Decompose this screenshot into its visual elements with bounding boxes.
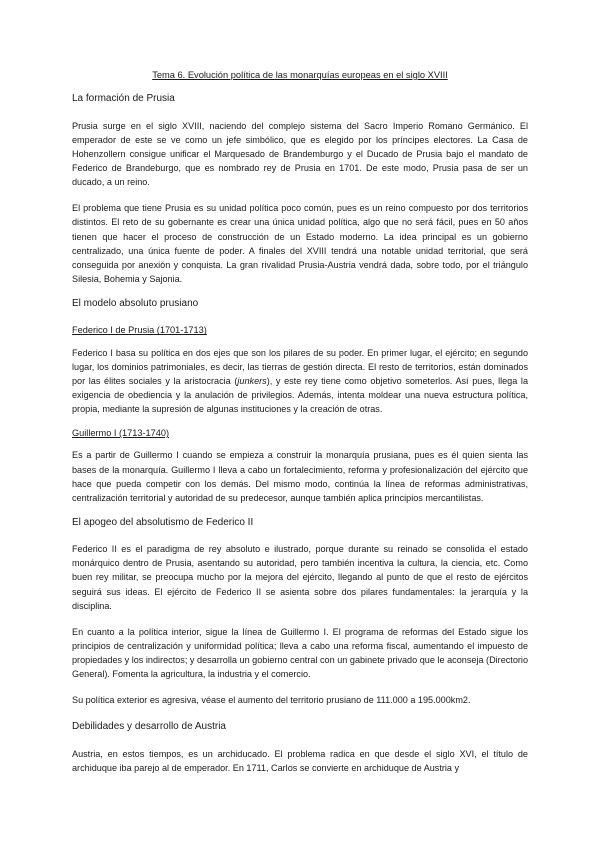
subheading-guillermo-i: Guillermo I (1713-1740) bbox=[72, 428, 170, 439]
section-heading-modelo: El modelo absoluto prusiano bbox=[72, 297, 199, 309]
paragraph-text: Federico I basa su política en dos ejes que son los pilares de su poder. En primer lugar, el ejército; en segundo lugar, los dominios patrimoniales, es decir, las tierras de gestión directa. El resto de territorios, están dominados por las élites sociales y la aristocracia ( bbox=[72, 347, 528, 386]
paragraph: Federico II es el paradigma de rey absoluto e ilustrado, porque durante su reinado se consolida el estado monárquico dentro de Prusia, asentando su autoridad, pero también incentiva la cultura, la ciencia, etc. Como buen rey militar, se preocupa mucho por la mejora del ejército, llegando al punto de que el resto de ejércitos seguirá sus ideas. El ejército de Federico II se asienta sobre dos pilares fundamentales: la jerarquía y la disciplina. bbox=[72, 544, 528, 611]
paragraph: Su política exterior es agresiva, véase el aumento del territorio prusiano de 111.000 a 195.000km2. bbox=[72, 695, 471, 706]
document-title: Tema 6. Evolución política de las monarquías europeas en el siglo XVIII bbox=[152, 70, 448, 80]
document-page bbox=[72, 68, 528, 775]
section-heading-prusia: La formación de Prusia bbox=[72, 93, 175, 105]
paragraph: Prusia surge en el siglo XVIII, naciendo del complejo sistema del Sacro Imperio Romano Germánico. El emperador de este se ve como un jefe simbólico, que es elegido por los príncipes electores. La Casa de Hohenzollern consigue unificar el Marquesado de Brandemburgo y el Ducado de Prusia bajo el mandato de Federico de Brandeburgo, que es nombrado rey de Prusia en 1701. De este modo, Prusia pasa de ser un ducado, a un reino. bbox=[72, 120, 528, 188]
subheading-federico-i: Federico I de Prusia (1701-1713) bbox=[72, 325, 207, 336]
paragraph: Austria, en estos tiempos, es un archiducado. El problema radica en que desde el siglo XVI, el título de archiduque iba parejo al de emperador. En 1711, Carlos se convierte en archiduque de Austria y bbox=[72, 748, 528, 773]
italic-term: junkers bbox=[237, 375, 267, 386]
paragraph: El problema que tiene Prusia es su unidad política poco común, pues es un reino compuesto por dos territorios distintos. El reto de su gobernante es crear una única unidad política, algo que no será fácil, pues en 50 años tienen que hacer el proceso de construcción de un Estado moderno. La idea principal es un gobierno centralizado, una única fuente de poder. A finales del XVIII tendrá una notable unidad territorial, que será conseguida por anexión y conquista. La gran rivalidad Prusia-Austria vendrá dada, sobre todo, por el triángulo Silesia, Bohemia y Sajonia. bbox=[72, 203, 528, 284]
section-heading-austria: Debilidades y desarrollo de Austria bbox=[72, 721, 226, 733]
paragraph: En cuanto a la política interior, sigue la línea de Guillermo I. El programa de reformas del Estado sigue los principios de centralización y uniformidad política; lleva a cabo una reforma fiscal, aumentando el impuesto de propiedades y los indirectos; y desarrolla un gobierno central con un gabinete privado que le aconseja (Directorio General). Fomenta la agricultura, la industria y el comercio. bbox=[72, 626, 528, 680]
section-heading-apogeo: El apogeo del absolutismo de Federico II bbox=[72, 516, 254, 528]
paragraph bbox=[72, 346, 528, 416]
paragraph-text: ), y este rey tiene como objetivo someterlos. Así pues, llega la exigencia de obediencia y la anulación de privilegios. Además, intenta moldear una nueva estructura política, propia, mediante la supresión de algunas instituciones y la creación de otras. bbox=[72, 375, 528, 415]
paragraph: Es a partir de Guillermo I cuando se empieza a construir la monarquía prusiana, pues es él quien sienta las bases de la monarquía. Guillermo I lleva a cabo un fortalecimiento, reforma y profesionalización del ejército que hace que pueda competir con los demás. Del mismo modo, continúa la línea de reformas administrativas, centralización territorial y autoridad de su predecesor, aunque también aplica principios mercantilistas. bbox=[72, 450, 528, 503]
